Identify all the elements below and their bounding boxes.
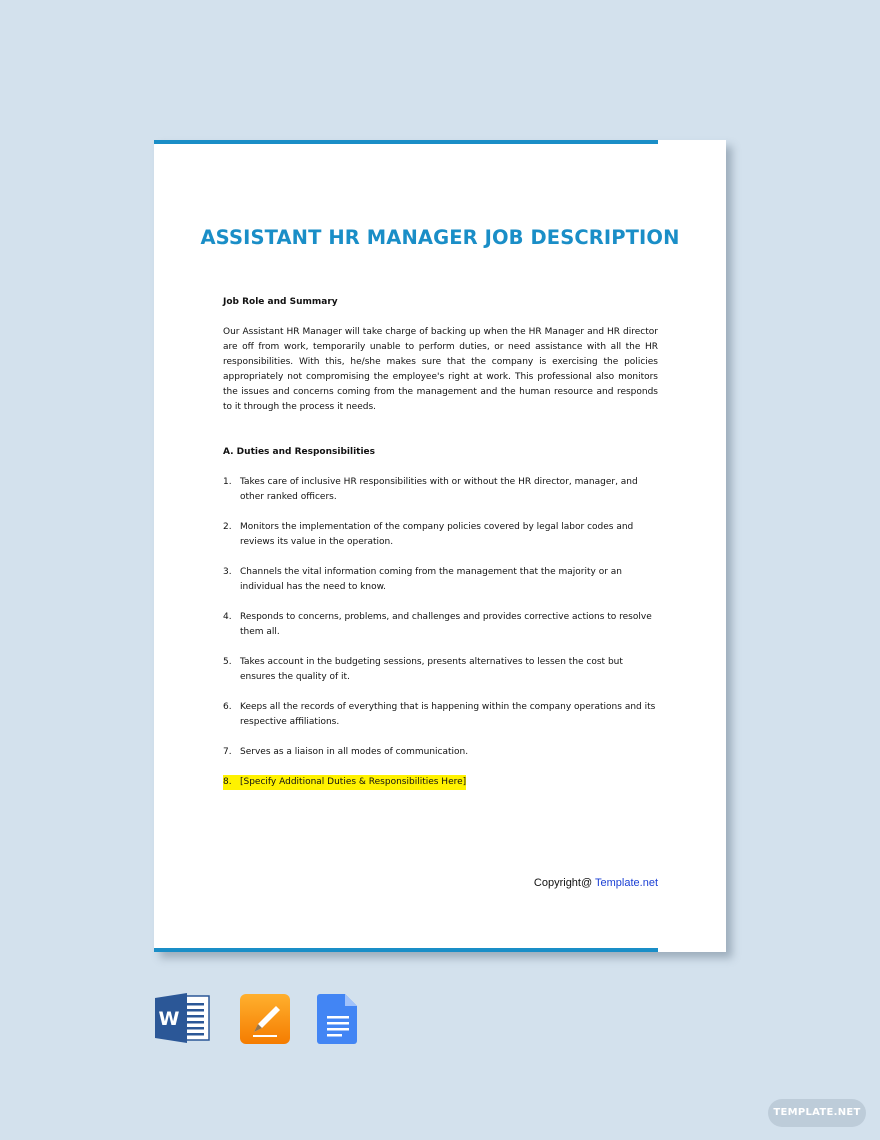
template-net-watermark: TEMPLATE.NET xyxy=(768,1099,866,1127)
list-item xyxy=(223,565,658,595)
list-item-number: 4. xyxy=(223,612,232,622)
list-item-text: Channels the vital information coming from the management that the majority or an individual has the need to know. xyxy=(240,567,623,592)
list-item-number: 3. xyxy=(223,567,232,577)
list-item xyxy=(223,520,658,550)
placeholder-text: [Specify Additional Duties & Responsibilities Here] xyxy=(240,775,466,790)
svg-text:W: W xyxy=(158,1008,180,1030)
list-item-number: 8. xyxy=(223,775,240,790)
list-item-text: Keeps all the records of everything that is happening within the company operations and its respective affiliations. xyxy=(240,702,656,727)
list-item-text: Monitors the implementation of the company policies covered by legal labor codes and reviews its value in the operation. xyxy=(240,522,634,547)
list-item-number: 7. xyxy=(223,747,232,757)
document-body xyxy=(223,295,658,805)
list-item-number: 6. xyxy=(223,702,232,712)
document-title: ASSISTANT HR MANAGER JOB DESCRIPTION xyxy=(200,226,680,249)
list-item xyxy=(223,700,658,730)
duties-list xyxy=(223,475,658,790)
list-item-number: 5. xyxy=(223,657,232,667)
list-item-text: Serves as a liaison in all modes of communication. xyxy=(240,747,469,757)
summary-paragraph: Our Assistant HR Manager will take charge of backing up when the HR Manager and HR director are off from work, temporarily unable to perform duties, or need assistance with all the HR responsibilities. With this, he/she makes sure that the company is exercising the policies appropriately not compromising the employee's right at work. This professional also monitors the issues and concerns coming from the management and the human resource and responds to it through the process it needs. xyxy=(223,327,658,412)
copyright-line xyxy=(534,877,658,889)
list-item xyxy=(223,745,658,760)
list-item-text: Takes care of inclusive HR responsibilities with or without the HR director, manager, and other ranked officers. xyxy=(240,477,638,502)
placeholder-list-item xyxy=(223,775,658,790)
google-docs-icon[interactable] xyxy=(317,993,359,1045)
duties-heading: A. Duties and Responsibilities xyxy=(223,447,376,457)
copyright-prefix: Copyright@ xyxy=(533,877,596,889)
copyright-link[interactable]: Template.net xyxy=(595,877,658,889)
document-page xyxy=(154,140,726,952)
list-item-number: 2. xyxy=(223,522,232,532)
pages-icon[interactable] xyxy=(239,993,291,1045)
list-item xyxy=(223,475,658,505)
job-role-heading: Job Role and Summary xyxy=(223,297,338,307)
word-icon[interactable] xyxy=(155,993,211,1043)
list-item xyxy=(223,655,658,685)
bottom-accent-rule xyxy=(154,948,658,952)
list-item-number: 1. xyxy=(223,477,232,487)
list-item-text: Takes account in the budgeting sessions, presents alternatives to lessen the cost but ensures the quality of it. xyxy=(240,657,623,682)
list-item-text: Responds to concerns, problems, and challenges and provides corrective actions to resolve them all. xyxy=(240,612,652,637)
list-item xyxy=(223,610,658,640)
top-accent-rule xyxy=(154,140,658,144)
